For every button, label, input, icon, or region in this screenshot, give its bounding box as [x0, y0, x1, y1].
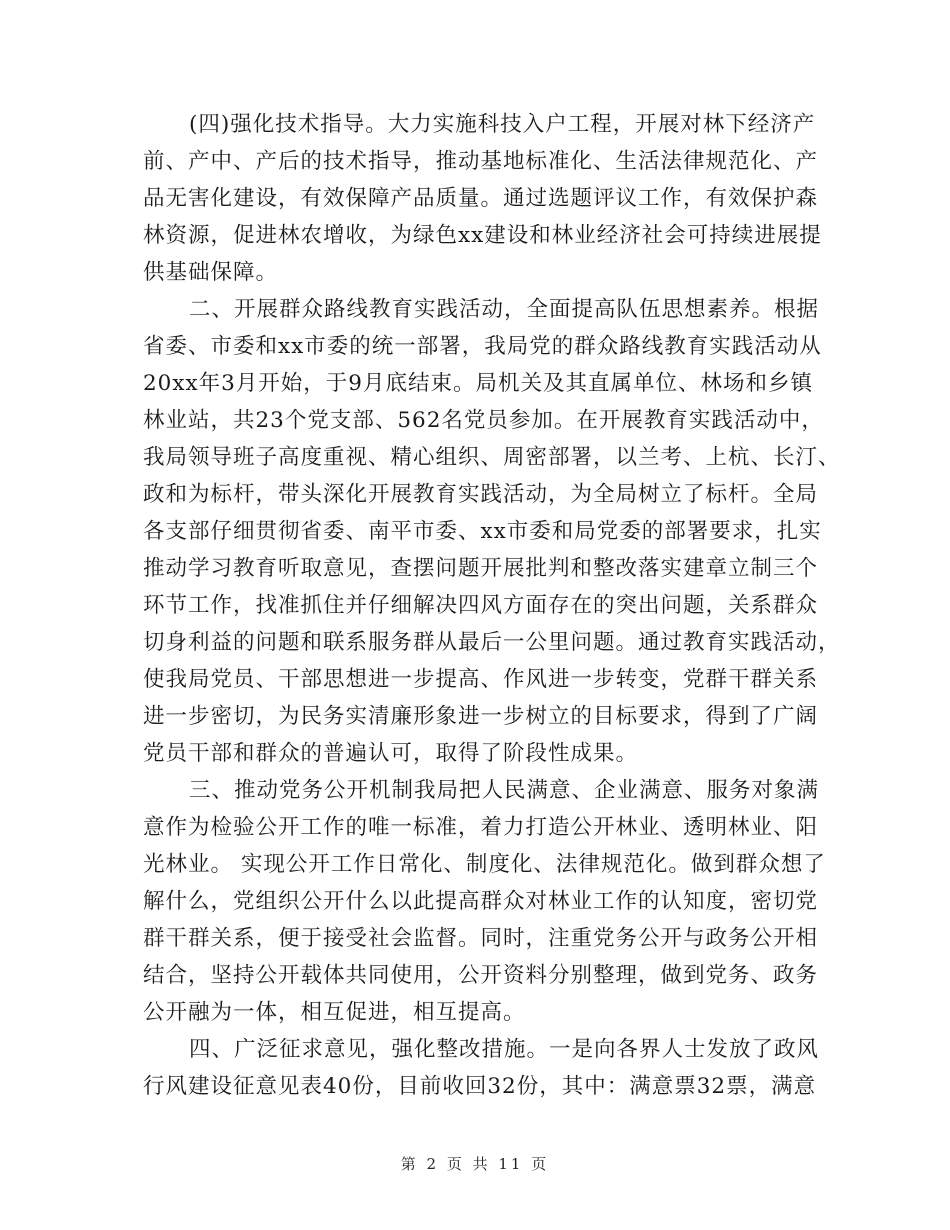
- paragraph-mass-line-education: [143, 291, 841, 772]
- text-line: 党员干部和群众的普遍认可，取得了阶段性成果。: [143, 741, 639, 766]
- text-line: 解什么，党组织公开什么以此提高群众对林业工作的认知度，密切党: [143, 889, 819, 914]
- text-line: 群干群关系，便于接受社会监督。同时，注重党务公开与政务公开相: [143, 926, 819, 951]
- text-line: (四)强化技术指导。大力实施科技入户工程，开展对林下经济产: [189, 112, 816, 137]
- paragraph-party-affairs-openness: [143, 772, 826, 1031]
- text-line: 我局领导班子高度重视、精心组织、周密部署，以兰考、上杭、长汀、: [143, 445, 841, 470]
- text-line: 推动学习教育听取意见，查摆问题开展批判和整改落实建章立制三个: [143, 556, 819, 581]
- text-line: 省委、市委和xx市委的统一部署，我局党的群众路线教育实践活动从: [143, 334, 822, 359]
- text-line: 供基础保障。: [143, 260, 279, 285]
- text-line: 进一步密切，为民务实清廉形象进一步树立的目标要求，得到了广阔: [143, 704, 819, 729]
- text-line: 光林业。 实现公开工作日常化、制度化、法律规范化。做到群众想了: [143, 852, 826, 877]
- text-line: 使我局党员、干部思想进一步提高、作风进一步转变，党群干群关系: [143, 667, 819, 692]
- document-body: [143, 106, 841, 1105]
- text-line: 20xx年3月开始，于9月底结束。局机关及其直属单位、林场和乡镇: [143, 371, 813, 396]
- text-line: 各支部仔细贯彻省委、南平市委、xx市委和局党委的部署要求，扎实: [143, 519, 822, 544]
- paragraph-technical-guidance: [143, 106, 822, 291]
- text-line: 林资源，促进林农增收，为绿色xx建设和林业经济社会可持续进展提: [143, 223, 822, 248]
- text-line: 意作为检验公开工作的唯一标准，着力打造公开林业、透明林业、阳: [143, 815, 819, 840]
- text-line: 前、产中、产后的技术指导，推动基地标准化、生活法律规范化、产: [143, 149, 819, 174]
- text-line: 品无害化建设，有效保障产品质量。通过选题评议工作，有效保护森: [143, 186, 819, 211]
- text-line: 二、开展群众路线教育实践活动，全面提高队伍思想素养。根据: [189, 297, 820, 322]
- text-line: 公开融为一体，相互促进，相互提高。: [143, 1000, 526, 1025]
- text-line: 行风建设征意见表40份，目前收回32份，其中：满意票32票，满意: [143, 1074, 817, 1099]
- text-line: 切身利益的问题和联系服务群从最后一公里问题。通过教育实践活动，: [143, 630, 841, 655]
- text-line: 环节工作，找准抓住并仔细解决四风方面存在的突出问题，关系群众: [143, 593, 819, 618]
- text-line: 四、广泛征求意见，强化整改措施。一是向各界人士发放了政风: [189, 1037, 820, 1062]
- text-line: 林业站，共23个党支部、562名党员参加。在开展教育实践活动中，: [143, 408, 824, 433]
- text-line: 结合，坚持公开载体共同使用，公开资料分别整理，做到党务、政务: [143, 963, 819, 988]
- text-line: 政和为标杆，带头深化开展教育实践活动，为全局树立了标杆。全局: [143, 482, 819, 507]
- paragraph-solicit-opinions: [143, 1031, 820, 1105]
- page-number-footer: 第 2 页 共 11 页: [400, 1155, 550, 1173]
- text-line: 三、推动党务公开机制我局把人民满意、企业满意、服务对象满: [189, 778, 820, 803]
